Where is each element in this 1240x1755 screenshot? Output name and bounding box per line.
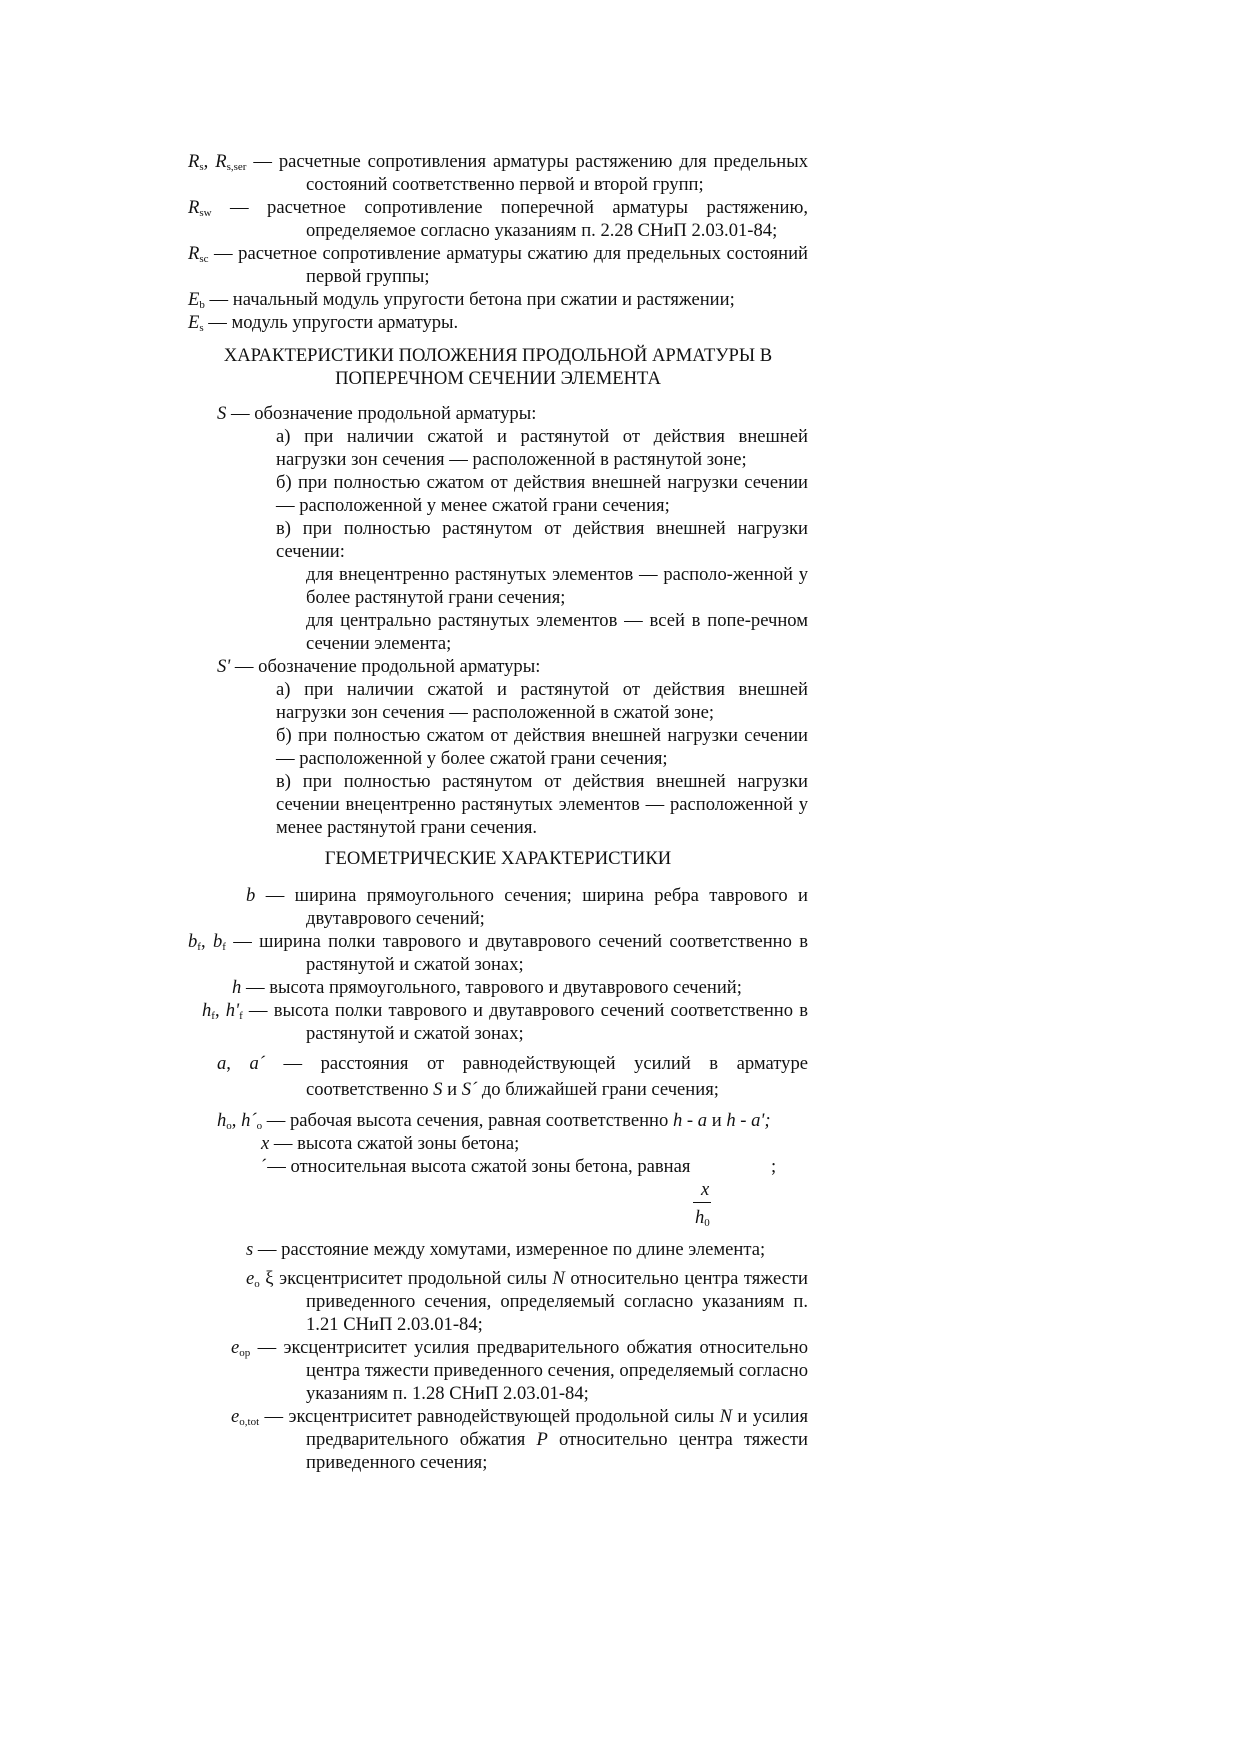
def-eop: $e_{op}$ — эксцентриситет усилия предварительного обжатия относительно центра тяжести приведенного сечения, определяемый согласно указаниям п. 1.28 СНиП 2.03.01-84; [231, 1337, 808, 1404]
fraction-x-over-h0: x $h_0$ [695, 1179, 710, 1229]
def-eo: $e_o$ ξ эксцентриситет продольной силы N относительно центра тяжести приведенного сечения, определяемый согласно указаниям п. 1.21 СНиП 2.03.01-84; [246, 1268, 808, 1335]
def-hf: $h_f$, $h'_f$ — высота полки таврового и двутаврового сечений соответственно в растянутой и сжатой зонах; [202, 1000, 809, 1044]
def-s-item-c: в) при полностью растянутом от действия внешней нагрузки сечении: [276, 518, 808, 562]
def-s-item-c2: для центрально растянутых элементов — всей в попе-речном сечении элемента; [306, 610, 808, 654]
def-eb: $E_b$ — начальный модуль упругости бетона при сжатии и растяжении; [188, 289, 735, 311]
def-s-prime-item-c: в) при полностью растянутом от действия внешней нагрузки сечении внецентренно растянутых элементов — расположенной у менее растянутой грани сечения. [276, 771, 808, 838]
def-eotot: $e_{o,tot}$ — эксцентриситет равнодействующей продольной силы N и усилия предварительного обжатия P относительно центра тяжести приведенного сечения; [231, 1406, 809, 1473]
document-page [188, 150, 808, 1474]
def-s-prime-item-a: а) при наличии сжатой и растянутой от действия внешней нагрузки зон сечения — расположенной в сжатой зоне; [276, 679, 808, 723]
def-h: h — высота прямоугольного, таврового и двутаврового сечений; [232, 977, 742, 998]
def-s-prime-item-b: б) при полностью сжатом от действия внешней нагрузки сечении — расположенной у более сжатой грани сечения; [276, 725, 808, 769]
def-b: b — ширина прямоугольного сечения; ширина ребра таврового и двутаврового сечений; [246, 885, 808, 929]
def-rsc: $R_{sc}$ — расчетное сопротивление арматуры сжатию для предельных состояний первой группы; [188, 243, 808, 287]
def-rsw: $R_{sw}$ — расчетное сопротивление поперечной арматуры растяжению, определяемое согласно указаниям п. 2.28 СНиП 2.03.01-84; [188, 197, 808, 241]
def-s-item-c1: для внецентренно растянутых элементов — располо-женной у более растянутой грани сечения; [306, 564, 808, 608]
def-s-spacing: s — расстояние между хомутами, измеренное по длине элемента; [246, 1239, 766, 1260]
def-s-title: S — обозначение продольной арматуры: [217, 403, 537, 424]
def-ho: $h_o$, $h´_o$ — рабочая высота сечения, равная соответственно h - a и h - a'; [217, 1110, 771, 1132]
def-s-prime-title: S' — обозначение продольной арматуры: [217, 656, 541, 677]
section-heading-reinforcement: ХАРАКТЕРИСТИКИ ПОЛОЖЕНИЯ ПРОДОЛЬНОЙ АРМАТУРЫ В ПОПЕРЕЧНОМ СЕЧЕНИИ ЭЛЕМЕНТА [223, 345, 773, 389]
def-es: $E_s$ — модуль упругости арматуры. [188, 312, 459, 334]
def-x: x — высота сжатой зоны бетона; [261, 1133, 520, 1154]
def-xi: ´— относительная высота сжатой зоны бетона, равная ; [261, 1156, 777, 1177]
def-rs: $R_s$, $R_{s,ser}$ — расчетные сопротивления арматуры растяжению для предельных состояний соответственно первой и второй групп; [188, 151, 808, 195]
def-a: a, a´ — расстояния от равнодействующей усилий в арматуре соответственно S и S´ до ближайшей грани сечения; [217, 1053, 809, 1100]
def-bf: $b_f$, $b_f$ — ширина полки таврового и двутаврового сечений соответственно в растянутой и сжатой зонах; [188, 931, 808, 975]
def-s-item-a: а) при наличии сжатой и растянутой от действия внешней нагрузки зон сечения — расположенной в растянутой зоне; [276, 426, 808, 470]
def-s-item-b: б) при полностью сжатом от действия внешней нагрузки сечении — расположенной у менее сжатой грани сечения; [276, 472, 808, 516]
section-heading-geometry: ГЕОМЕТРИЧЕСКИЕ ХАРАКТЕРИСТИКИ [324, 848, 672, 869]
